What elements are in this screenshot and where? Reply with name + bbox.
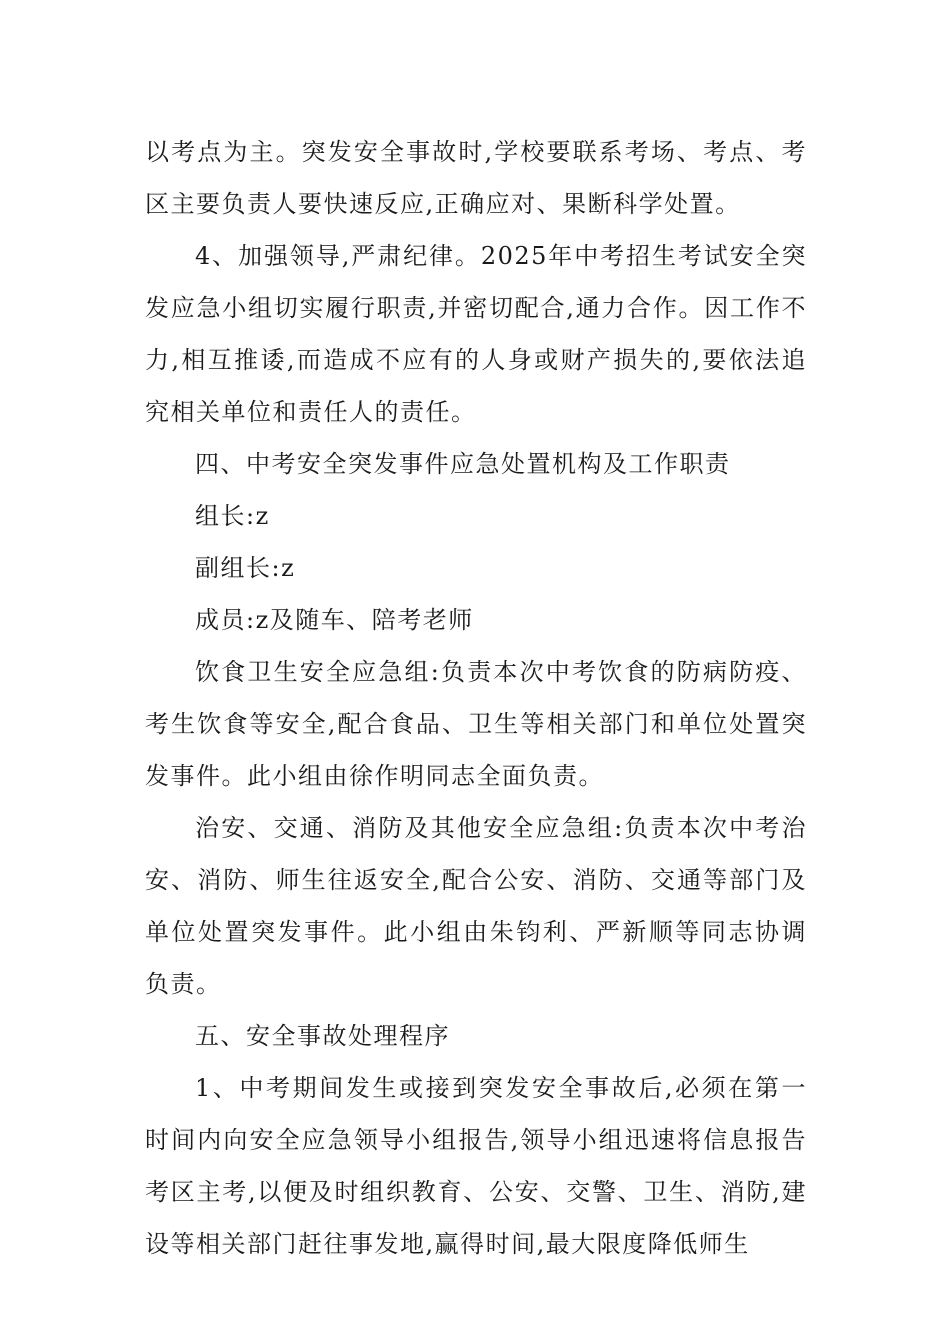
deputy-leader-line: 副组长:z [195,554,296,582]
paragraph-procedure-one: 1、中考期间发生或接到突发安全事故后,必须在第一时间内向安全应急领导小组报告,领导小组迅速将信息报告考区主考,以便及时组织教育、公安、交警、卫生、消防,建设等相关部门赶往事发地,赢得时间,最大限度降低师生 [145,1074,807,1258]
document-body [145,126,807,1270]
paragraph-security-group: 治安、交通、消防及其他安全应急组:负责本次中考治安、消防、师生往返安全,配合公安、消防、交通等部门及单位处置突发事件。此小组由朱钧利、严新顺等同志协调负责。 [145,814,807,998]
section-heading-five: 五、安全事故处理程序 [195,1022,450,1050]
paragraph-food-safety-group: 饮食卫生安全应急组:负责本次中考饮食的防病防疫、考生饮食等安全,配合食品、卫生等相关部门和单位处置突发事件。此小组由徐作明同志全面负责。 [145,658,807,790]
group-leader-line: 组长:z [195,502,270,530]
members-line: 成员:z及随车、陪考老师 [195,606,474,634]
section-heading-four: 四、中考安全突发事件应急处置机构及工作职责 [195,450,731,478]
paragraph-leadership-discipline: 4、加强领导,严肃纪律。2025年中考招生考试安全突发应急小组切实履行职责,并密切配合,通力合作。因工作不力,相互推诿,而造成不应有的人身或财产损失的,要依法追究相关单位和责任人的责任。 [145,242,807,426]
paragraph-continuation: 以考点为主。突发安全事故时,学校要联系考场、考点、考区主要负责人要快速反应,正确应对、果断科学处置。 [145,138,807,218]
